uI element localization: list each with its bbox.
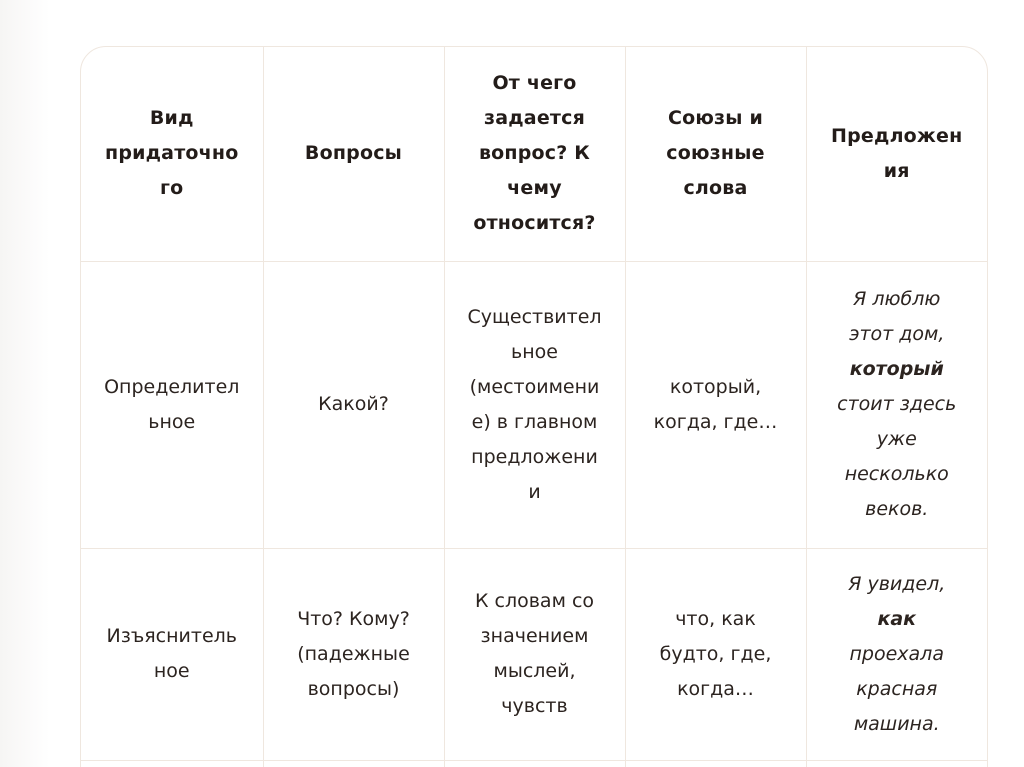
cell-clause-type: Определител ьное xyxy=(81,261,263,548)
left-edge-shade xyxy=(0,0,50,767)
table-header-row xyxy=(81,47,987,261)
table-row-partial xyxy=(81,760,987,767)
header-conjunctions: Союзы и союзные слова xyxy=(625,47,806,261)
table-row xyxy=(81,261,987,548)
example-text-before: Я увидел, xyxy=(848,572,946,595)
cell-empty xyxy=(263,760,444,767)
cell-empty xyxy=(625,760,806,767)
example-text-before: Я люблю этот дом, xyxy=(849,288,945,345)
cell-empty xyxy=(81,760,263,767)
cell-clause-type: Изъяснитель ное xyxy=(81,548,263,760)
cell-conjunctions: который, когда, где… xyxy=(625,261,806,548)
example-keyword: который xyxy=(849,358,944,380)
cell-questions: Какой? xyxy=(263,261,444,548)
cell-questions: Что? Кому? (падежные вопросы) xyxy=(263,548,444,760)
cell-empty xyxy=(806,760,987,767)
example-text-after: проехала красная машина. xyxy=(849,642,944,735)
example-text-after: стоит здесь уже несколько веков. xyxy=(837,393,957,520)
cell-relates-to: К словам со значением мыслей, чувств xyxy=(444,548,625,760)
cell-example xyxy=(806,261,987,548)
subordinate-clauses-table xyxy=(81,47,987,767)
table-card xyxy=(80,46,988,767)
cell-conjunctions: что, как будто, где, когда… xyxy=(625,548,806,760)
header-questions: Вопросы xyxy=(263,47,444,261)
cell-empty xyxy=(444,760,625,767)
header-relates-to: От чего задается вопрос? К чему относится? xyxy=(444,47,625,261)
table-row xyxy=(81,548,987,760)
cell-relates-to: Существител ьное (местоимени е) в главном предложени и xyxy=(444,261,625,548)
example-keyword: как xyxy=(877,607,917,630)
cell-example xyxy=(806,548,987,760)
header-examples: Предложен ия xyxy=(806,47,987,261)
header-clause-type: Вид придаточно го xyxy=(81,47,263,261)
